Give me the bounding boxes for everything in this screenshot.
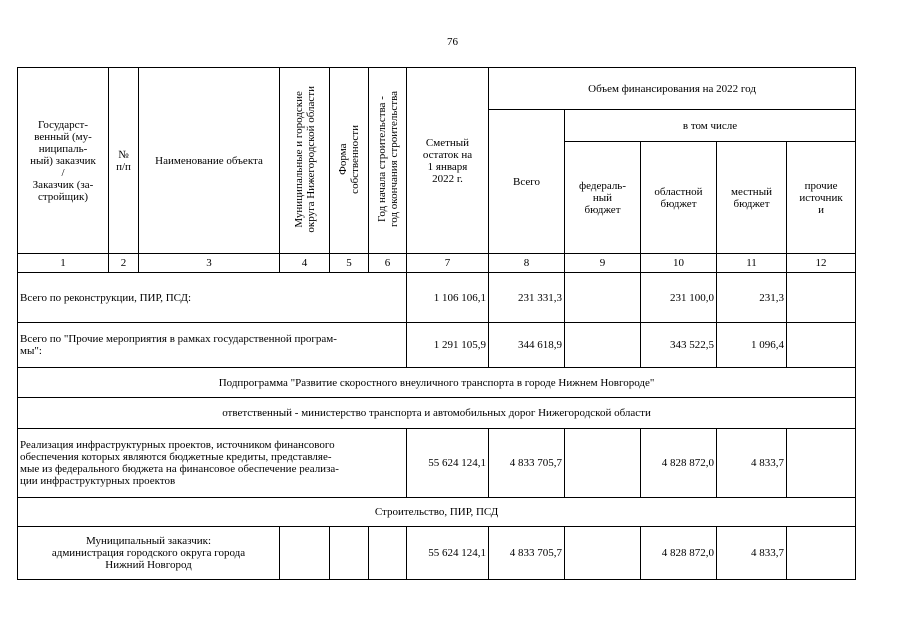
header-object-name: Наименование объекта (139, 68, 280, 254)
total-cell: 4 833 705,7 (489, 429, 565, 498)
section-row (18, 398, 856, 429)
header-municipality (280, 68, 330, 254)
estimate-cell: 1 291 105,9 (407, 323, 489, 368)
row-label: Реализация инфраструктурных проектов, источником финансового обеспечения которых являются бюджетные кредиты, представляе- мые из федерального бюджета на финансовое обеспечение реализа- ции инфраструктурных проектов (18, 429, 407, 498)
column-number: 2 (109, 254, 139, 273)
column-number: 4 (280, 254, 330, 273)
federal-cell (565, 527, 641, 580)
header-federal: федераль- ный бюджет (565, 142, 641, 254)
regional-cell: 231 100,0 (641, 273, 717, 323)
regional-cell: 4 828 872,0 (641, 527, 717, 580)
table-row (18, 323, 856, 368)
estimate-cell: 55 624 124,1 (407, 527, 489, 580)
local-cell: 1 096,4 (717, 323, 787, 368)
column-number: 6 (369, 254, 407, 273)
federal-cell (565, 323, 641, 368)
header-regional: областной бюджет (641, 142, 717, 254)
column-number: 12 (787, 254, 856, 273)
header-other: прочие источник и (787, 142, 856, 254)
table-row (18, 527, 856, 580)
column-number: 1 (18, 254, 109, 273)
header-number: № п/п (109, 68, 139, 254)
row-label: Всего по "Прочие мероприятия в рамках государственной програм- мы": (18, 323, 407, 368)
total-cell: 231 331,3 (489, 273, 565, 323)
table-row (18, 429, 856, 498)
header-estimate: Сметный остаток на 1 января 2022 г. (407, 68, 489, 254)
subprogram-title: Подпрограмма "Развитие скоростного внеуличного транспорта в городе Нижнем Новгороде" (18, 368, 856, 398)
other-cell (787, 323, 856, 368)
estimate-cell: 55 624 124,1 (407, 429, 489, 498)
local-cell: 231,3 (717, 273, 787, 323)
empty-cell (280, 527, 330, 580)
other-cell (787, 527, 856, 580)
financing-table (17, 67, 856, 580)
header-including: в том числе (565, 110, 856, 142)
header-ownership-text: Форма собственности (337, 124, 361, 194)
column-number: 9 (565, 254, 641, 273)
column-numbers-row (18, 254, 856, 273)
total-cell: 344 618,9 (489, 323, 565, 368)
header-financing: Объем финансирования на 2022 год (489, 68, 856, 110)
regional-cell: 4 828 872,0 (641, 429, 717, 498)
row-label: Всего по реконструкции, ПИР, ПСД: (18, 273, 407, 323)
construction-title: Строительство, ПИР, ПСД (18, 498, 856, 527)
federal-cell (565, 273, 641, 323)
header-total: Всего (489, 110, 565, 254)
header-ownership (330, 68, 369, 254)
page-number: 76 (447, 36, 458, 48)
section-row (18, 368, 856, 398)
local-cell: 4 833,7 (717, 527, 787, 580)
header-customer: Государст- венный (му- ниципаль- ный) заказчик / Заказчик (за- стройщик) (18, 68, 109, 254)
local-cell: 4 833,7 (717, 429, 787, 498)
estimate-cell: 1 106 106,1 (407, 273, 489, 323)
header-years (369, 68, 407, 254)
column-number: 5 (330, 254, 369, 273)
column-number: 11 (717, 254, 787, 273)
column-number: 7 (407, 254, 489, 273)
table-row (18, 273, 856, 323)
section-row (18, 498, 856, 527)
column-number: 3 (139, 254, 280, 273)
empty-cell (369, 527, 407, 580)
row-label: Муниципальный заказчик: администрация городского округа города Нижний Новгород (18, 527, 280, 580)
federal-cell (565, 429, 641, 498)
empty-cell (330, 527, 369, 580)
header-local: местный бюджет (717, 142, 787, 254)
total-cell: 4 833 705,7 (489, 527, 565, 580)
other-cell (787, 273, 856, 323)
regional-cell: 343 522,5 (641, 323, 717, 368)
column-number: 8 (489, 254, 565, 273)
header-municipality-text: Муниципальные и городские округа Нижегородской области (292, 85, 317, 233)
header-years-text: Год начала строительства - год окончания строительства (375, 91, 400, 227)
responsible-line: ответственный - министерство транспорта и автомобильных дорог Нижегородской области (18, 398, 856, 429)
other-cell (787, 429, 856, 498)
column-number: 10 (641, 254, 717, 273)
